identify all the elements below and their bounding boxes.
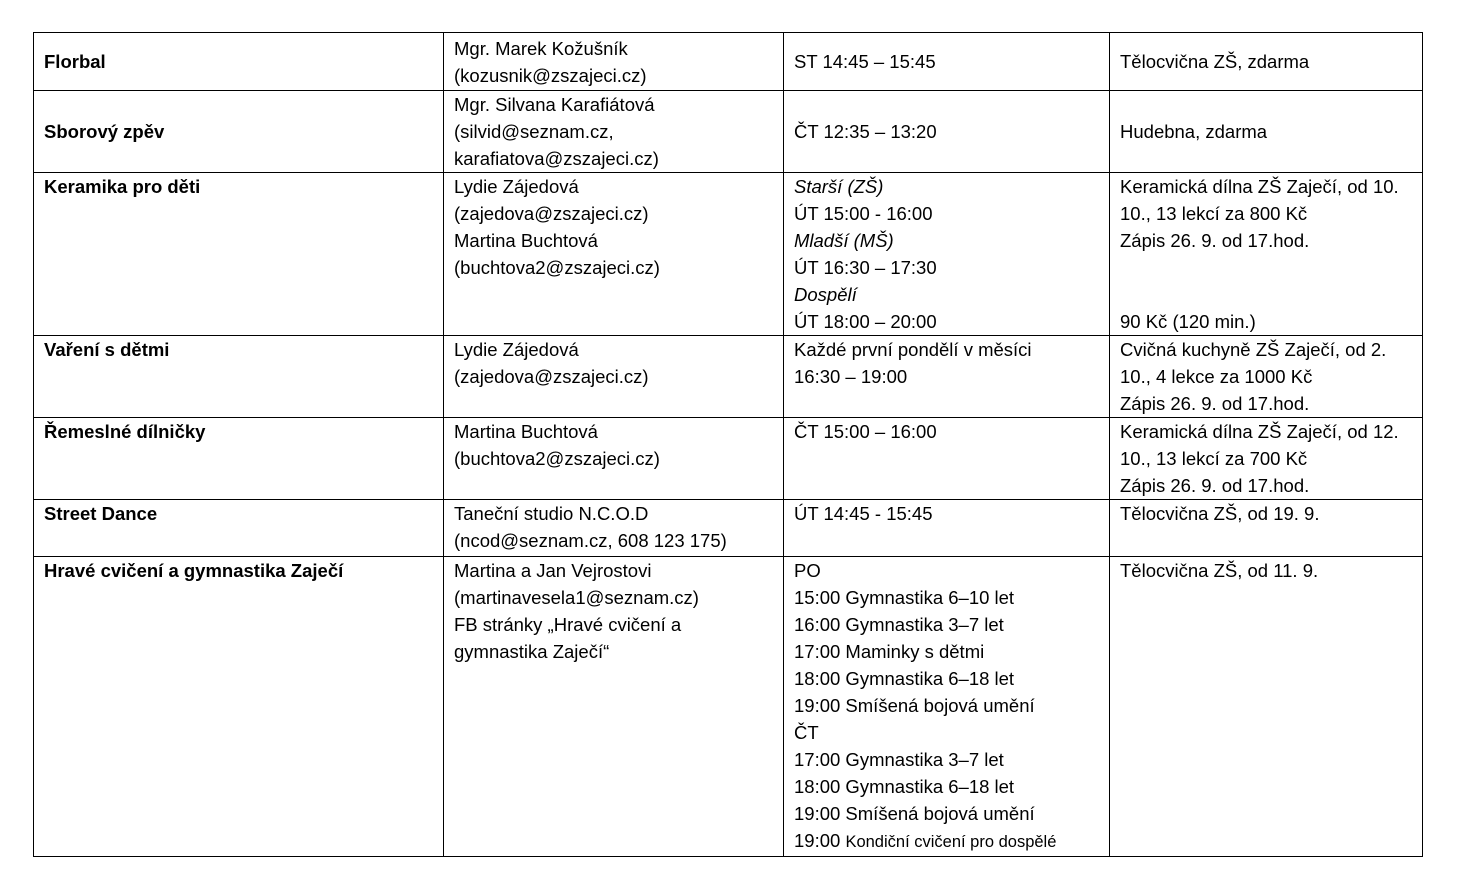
time-line: 15:00 Gymnastika 6–10 let <box>794 587 1015 608</box>
leader-line: Lydie Zájedová <box>454 339 579 360</box>
time-line: 17:00 Maminky s dětmi <box>794 641 985 662</box>
time-line: ÚT 14:45 - 15:45 <box>794 503 933 524</box>
leader-line: (zajedova@zszajeci.cz) <box>454 203 649 224</box>
time-line: Každé první pondělí v měsíci <box>794 339 1032 360</box>
activity-name: Řemeslné dílničky <box>34 418 444 500</box>
time-line: 18:00 Gymnastika 6–18 let <box>794 776 1015 797</box>
leader-line: Mgr. Silvana Karafiátová <box>454 94 655 115</box>
leader-line: (zajedova@zszajeci.cz) <box>454 366 649 387</box>
leader-line: Taneční studio N.C.O.D <box>454 503 649 524</box>
place-line: 10., 4 lekce za 1000 Kč <box>1120 366 1313 387</box>
place-line: Keramická dílna ZŠ Zaječí, od 10. <box>1120 176 1399 197</box>
place-line: Zápis 26. 9. od 17.hod. <box>1120 230 1310 251</box>
place-line: 10., 13 lekcí za 700 Kč <box>1120 448 1308 469</box>
time-line: ÚT 18:00 – 20:00 <box>794 311 937 332</box>
activity-name: Vaření s dětmi <box>34 336 444 418</box>
time-line: ÚT 16:30 – 17:30 <box>794 257 937 278</box>
activity-leader <box>444 173 784 336</box>
table-row <box>34 91 1423 173</box>
activity-leader <box>444 557 784 857</box>
time-line: 19:00 Smíšená bojová umění <box>794 695 1035 716</box>
place-line: Tělocvična ZŠ, od 11. 9. <box>1120 560 1319 581</box>
table-row <box>34 418 1423 500</box>
place-spacer <box>1120 254 1412 308</box>
activity-time <box>784 500 1110 557</box>
leader-line: (martinavesela1@seznam.cz) <box>454 587 699 608</box>
leader-line: (ncod@seznam.cz, 608 123 175) <box>454 530 727 551</box>
place-line: 10., 13 lekcí za 800 Kč <box>1120 203 1308 224</box>
activity-place <box>1110 33 1423 91</box>
leader-line: (buchtova2@zszajeci.cz) <box>454 448 660 469</box>
activity-name: Sborový zpěv <box>34 91 444 173</box>
leader-line: (silvid@seznam.cz, <box>454 121 614 142</box>
group-label: Dospělí <box>794 284 857 305</box>
activity-time <box>784 336 1110 418</box>
activity-place <box>1110 557 1423 857</box>
activity-place <box>1110 173 1423 336</box>
activity-name: Florbal <box>34 33 444 91</box>
time-line: PO <box>794 560 821 581</box>
leader-line: Martina Buchtová <box>454 421 598 442</box>
table-row <box>34 557 1423 857</box>
leader-line: (kozusnik@zszajeci.cz) <box>454 64 647 86</box>
leader-line: FB stránky „Hravé cvičení a <box>454 614 682 635</box>
activity-name: Street Dance <box>34 500 444 557</box>
leader-line: Mgr. Marek Kožušník <box>454 37 628 59</box>
activity-time <box>784 33 1110 91</box>
group-label: Mladší (MŠ) <box>794 230 894 251</box>
time-line: 19:00 Smíšená bojová umění <box>794 803 1035 824</box>
time-line: ČT 12:35 – 13:20 <box>794 121 937 142</box>
activities-table <box>33 32 1423 857</box>
activity-place <box>1110 500 1423 557</box>
place-line: Zápis 26. 9. od 17.hod. <box>1120 393 1310 414</box>
place-line: Zápis 26. 9. od 17.hod. <box>1120 475 1310 496</box>
time-line: ST 14:45 – 15:45 <box>794 51 936 72</box>
leader-line: Lydie Zájedová <box>454 176 579 197</box>
leader-line: Martina Buchtová <box>454 230 598 251</box>
activity-time <box>784 557 1110 857</box>
activity-place <box>1110 336 1423 418</box>
leader-line: karafiatova@zszajeci.cz) <box>454 148 659 169</box>
leader-line: gymnastika Zaječí“ <box>454 641 610 662</box>
activity-leader <box>444 418 784 500</box>
table-row <box>34 173 1423 336</box>
activity-time <box>784 91 1110 173</box>
place-line: Cvičná kuchyně ZŠ Zaječí, od 2. <box>1120 339 1387 360</box>
time-activity: Kondiční cvičení pro dospělé <box>845 833 1057 851</box>
time-line: 18:00 Gymnastika 6–18 let <box>794 668 1015 689</box>
activity-leader <box>444 33 784 91</box>
time-line: ČT 15:00 – 16:00 <box>794 421 937 442</box>
activity-leader <box>444 91 784 173</box>
place-line: Hudebna, zdarma <box>1120 121 1268 142</box>
activity-time <box>784 173 1110 336</box>
activity-name: Hravé cvičení a gymnastika Zaječí <box>34 557 444 857</box>
time-line: ČT <box>794 722 819 743</box>
activity-leader <box>444 336 784 418</box>
table-row <box>34 33 1423 91</box>
activity-place <box>1110 91 1423 173</box>
leader-line: (buchtova2@zszajeci.cz) <box>454 257 660 278</box>
table-row <box>34 500 1423 557</box>
place-line: 90 Kč (120 min.) <box>1120 311 1256 332</box>
time-hour: 19:00 <box>794 830 841 851</box>
group-label: Starší (ZŠ) <box>794 176 884 197</box>
place-line: Tělocvična ZŠ, od 19. 9. <box>1120 503 1320 524</box>
place-line: Tělocvična ZŠ, zdarma <box>1120 51 1310 72</box>
activity-name: Keramika pro děti <box>34 173 444 336</box>
leader-line: Martina a Jan Vejrostovi <box>454 560 652 581</box>
time-line: 16:00 Gymnastika 3–7 let <box>794 614 1004 635</box>
place-line: Keramická dílna ZŠ Zaječí, od 12. <box>1120 421 1399 442</box>
table-row <box>34 336 1423 418</box>
activity-time <box>784 418 1110 500</box>
time-line: 16:30 – 19:00 <box>794 366 908 387</box>
activity-leader <box>444 500 784 557</box>
time-line: 17:00 Gymnastika 3–7 let <box>794 749 1004 770</box>
time-line-last <box>794 827 1099 856</box>
activity-place <box>1110 418 1423 500</box>
time-line: ÚT 15:00 - 16:00 <box>794 203 933 224</box>
